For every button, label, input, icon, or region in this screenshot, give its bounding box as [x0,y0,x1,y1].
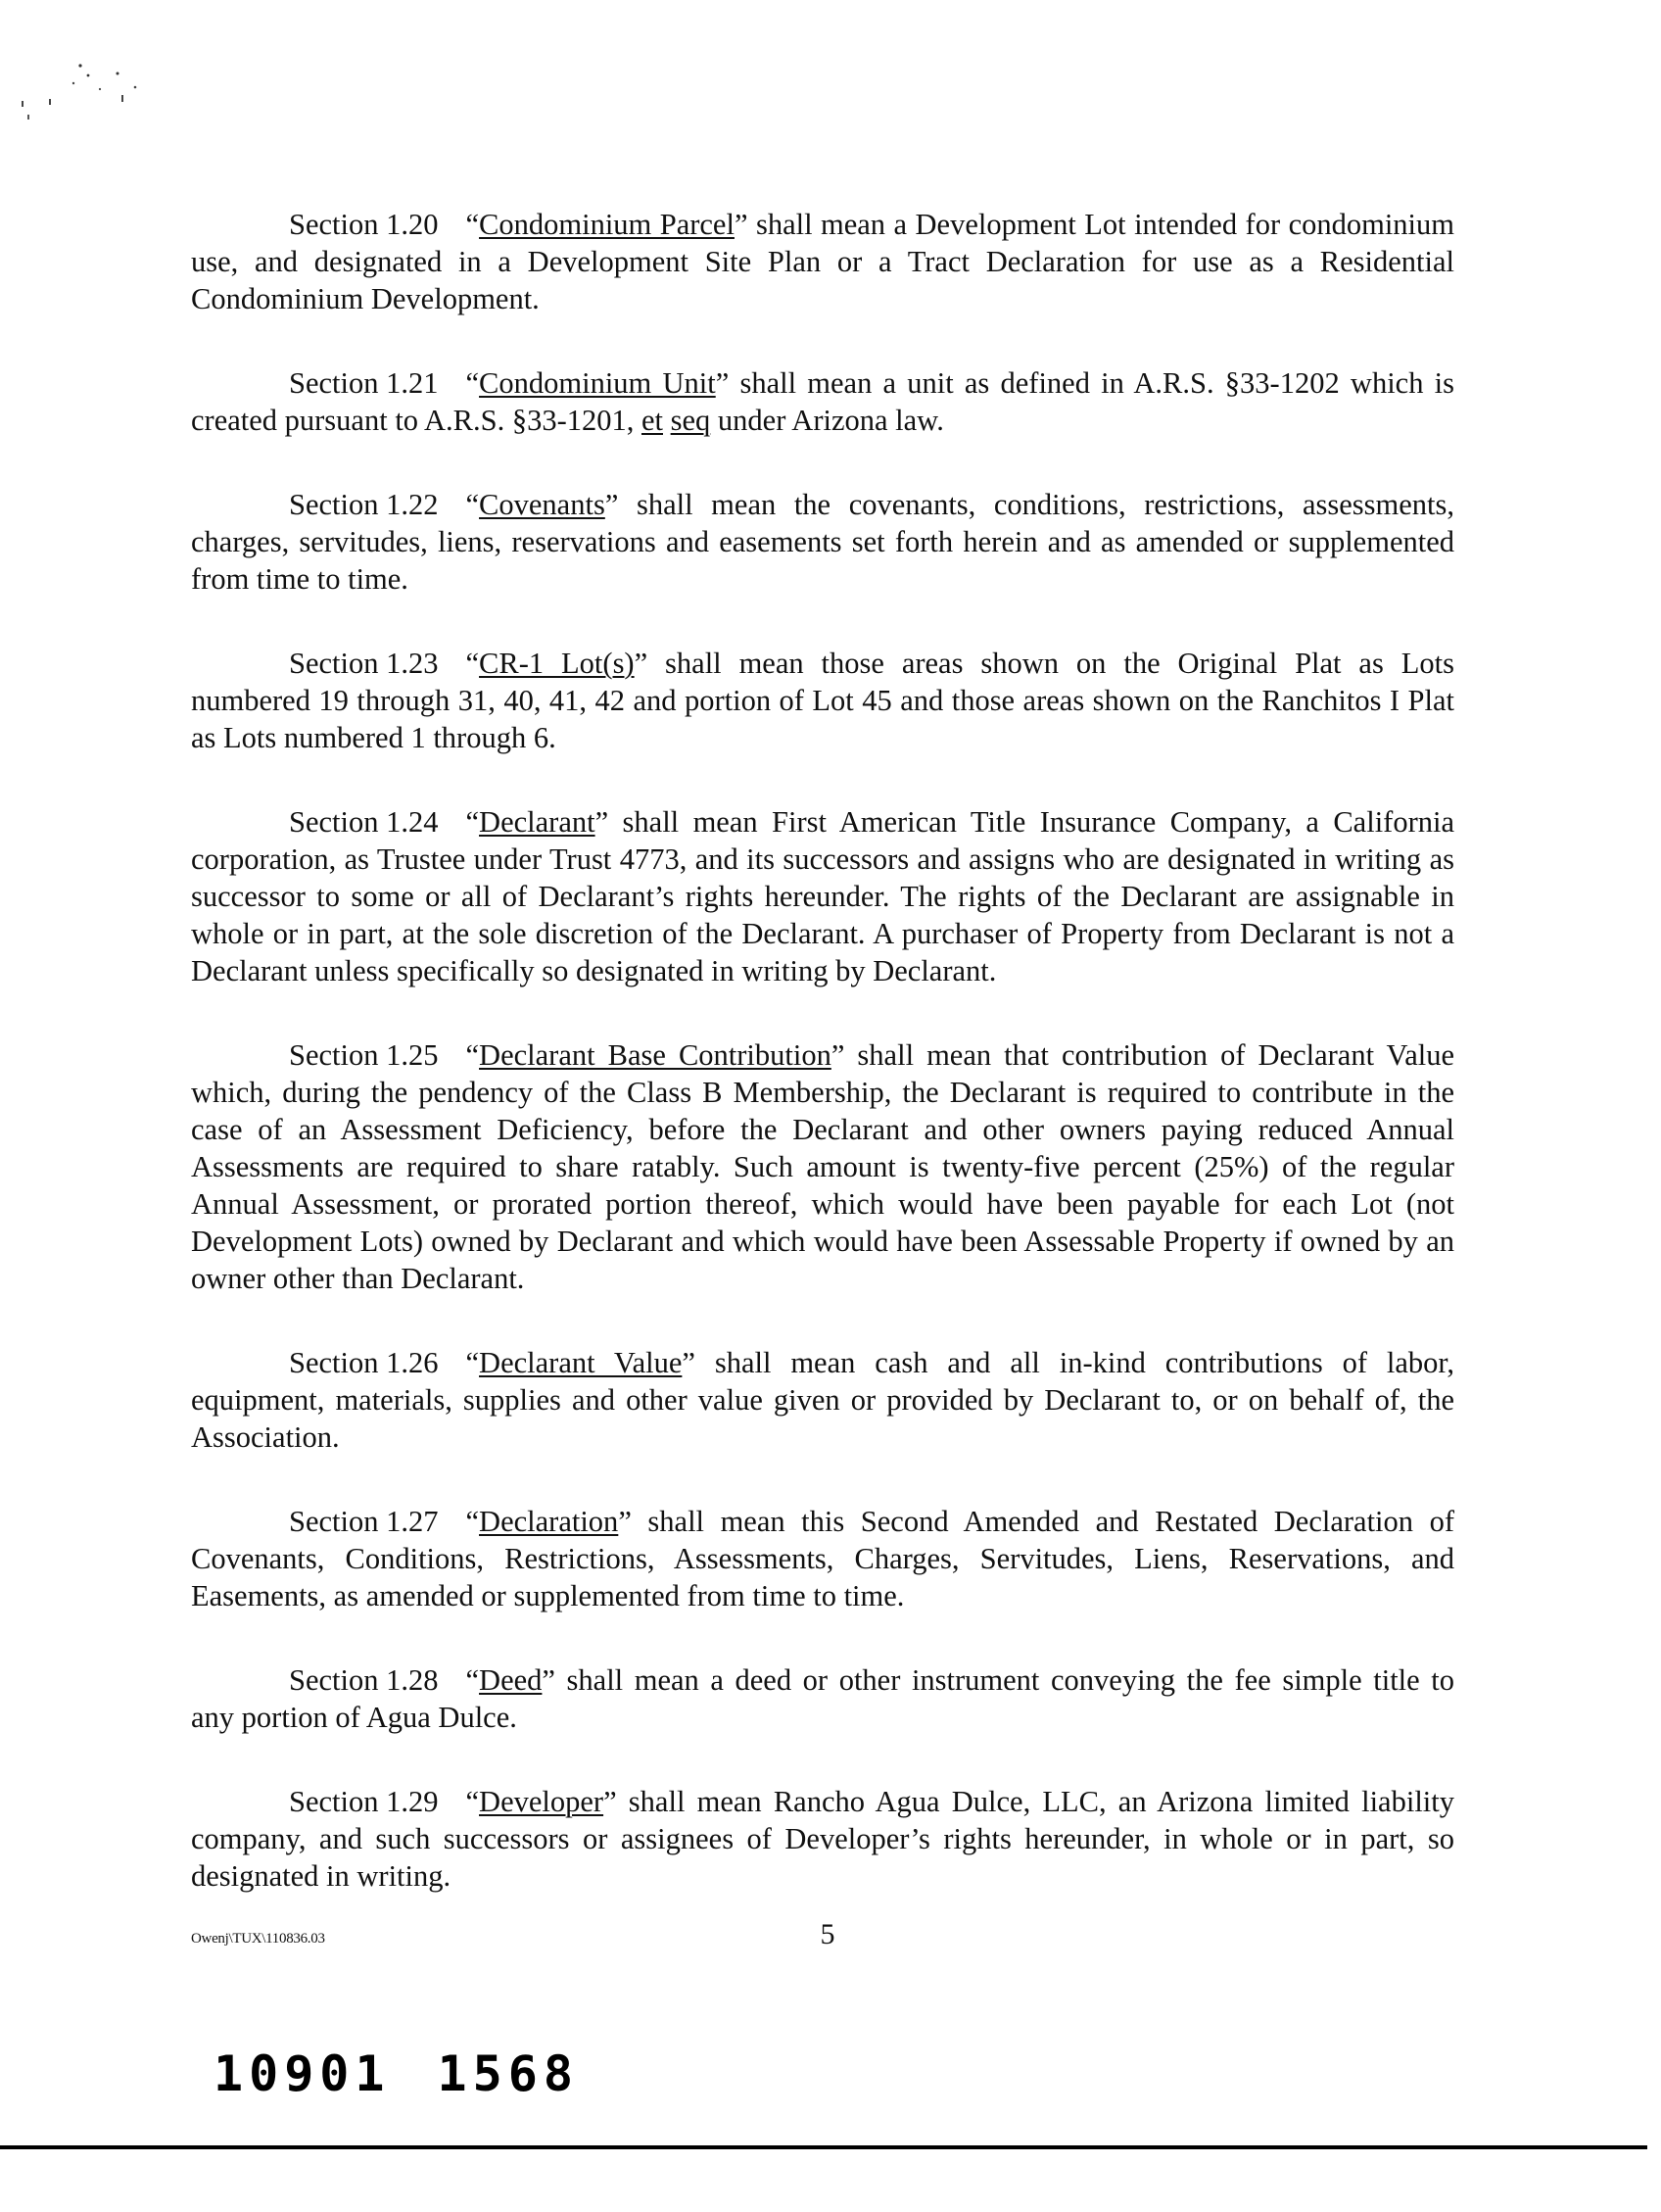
section-number: Section 1.24 [289,805,439,839]
page-number: 5 [820,1918,835,1950]
section-1-21: Section 1.21 “Condominium Unit” shall mean a unit as defined in A.R.S. §33-1202 which is created pursuant to A.R.S. §33-1201, et seq under Arizona law. [191,366,1454,437]
defined-term: Covenants [479,488,605,521]
definition-text-end: under Arizona law. [710,404,944,437]
section-1-26: Section 1.26 “Declarant Value” shall mean cash and all in-kind contributions of labor, equipment, materials, supplies and other value given or provided by Declarant to, or on behalf of, the Association. [191,1346,1454,1454]
section-number: Section 1.27 [289,1505,439,1538]
defined-term: Declaration [479,1505,619,1538]
section-1-20: Section 1.20 “Condominium Parcel” shall mean a Development Lot intended for condominium use, and designated in a Development Site Plan or a Tract Declaration for use as a Residential Condominium Development. [191,208,1454,315]
bottom-rule [0,2145,1647,2149]
defined-term: Condominium Parcel [479,208,735,241]
recording-docket: 10901 [214,2045,391,2102]
defined-term: CR-1 Lot(s) [479,647,635,680]
section-number: Section 1.23 [289,647,439,680]
et-seq-seq: seq [670,404,711,437]
defined-term: Developer [479,1785,604,1818]
file-reference: Owenj\TUX\110836.03 [191,1931,325,1947]
section-number: Section 1.20 [289,208,439,241]
section-1-25: Section 1.25 “Declarant Base Contribution” shall mean that contribution of Declarant Value which, during the pendency of the Class B Membership, the Declarant is required to contribute in the case of an Assessment Deficiency, before the Declarant and other owners paying reduced Annual Assessments are required to share ratably. Such amount is twenty-five percent (25%) of the regular Annual Assessment, or prorated portion thereof, which would have been payable for each Lot (not Development Lots) owned by Declarant and which would have been Assessable Property if owned by an owner other than Declarant. [191,1038,1454,1295]
defined-term: Deed [479,1663,543,1697]
definition-text: shall mean the covenants, conditions, restrictions, assessments, charges, servitudes, liens, reservations and easements set forth herein and as amended or supplemented from time to time. [191,488,1454,596]
definition-text: shall mean this Second Amended and Restated Declaration of Covenants, Conditions, Restrictions, Assessments, Charges, Servitudes, Liens, Reservations, and Easements, as amended or supplemented from time to time. [191,1505,1454,1612]
section-number: Section 1.22 [289,488,439,521]
section-number: Section 1.26 [289,1346,439,1379]
definition-text: shall mean a deed or other instrument conveying the fee simple title to any portion of Agua Dulce. [191,1663,1454,1734]
defined-term: Declarant Base Contribution [479,1038,831,1072]
defined-term: Declarant [479,805,595,839]
recording-page: 1568 [437,2045,579,2102]
definition-text: shall mean those areas shown on the Original Plat as Lots numbered 19 through 31, 40, 41, 42 and portion of Lot 45 and those areas shown on the Ranchitos I Plat as Lots numbered 1 through 6. [191,647,1454,754]
section-1-23: Section 1.23 “CR-1 Lot(s)” shall mean those areas shown on the Original Plat as Lots numbered 19 through 31, 40, 41, 42 and portion of Lot 45 and those areas shown on the Ranchitos I Plat as Lots numbered 1 through 6. [191,647,1454,754]
section-number: Section 1.25 [289,1038,439,1072]
section-number: Section 1.29 [289,1785,439,1818]
definition-text: shall mean Rancho Agua Dulce, LLC, an Arizona limited liability company, and such successors or assignees of Developer’s rights hereunder, in whole or in part, so designated in writing. [191,1785,1454,1893]
definitions-body [191,206,1454,1942]
definition-text: shall mean First American Title Insurance Company, a California corporation, as Trustee under Trust 4773, and its successors and assigns who are designated in writing as successor to some or all of Declarant’s rights hereunder. The rights of the Declarant are assignable in whole or in part, at the sole discretion of the Declarant. A purchaser of Property from Declarant is not a Declarant unless specifically so designated in writing by Declarant. [191,805,1454,987]
defined-term: Declarant Value [479,1346,683,1379]
section-1-29: Section 1.29 “Developer” shall mean Rancho Agua Dulce, LLC, an Arizona limited liability company, and such successors or assignees of Developer’s rights hereunder, in whole or in part, so designated in writing. [191,1785,1454,1893]
defined-term: Condominium Unit [479,366,716,400]
definition-text: shall mean cash and all in-kind contributions of labor, equipment, materials, supplies and other value given or provided by Declarant to, or on behalf of, the Association. [191,1346,1454,1454]
section-1-28: Section 1.28 “Deed” shall mean a deed or other instrument conveying the fee simple title to any portion of Agua Dulce. [191,1663,1454,1734]
recording-stamp [214,2045,579,2102]
definition-text: shall mean that contribution of Declarant Value which, during the pendency of the Class B Membership, the Declarant is required to contribute in the case of an Assessment Deficiency, before the Declarant and other owners paying reduced Annual Assessments are required to share ratably. Such amount is twenty-five percent (25%) of the regular Annual Assessment, or prorated portion thereof, which would have been payable for each Lot (not Development Lots) owned by Declarant and which would have been Assessable Property if owned by an owner other than Declarant. [191,1038,1454,1295]
section-number: Section 1.21 [289,366,439,400]
definition-text: shall mean a Development Lot intended for condominium use, and designated in a Development Site Plan or a Tract Declaration for use as a Residential Condominium Development. [191,208,1454,315]
section-1-22: Section 1.22 “Covenants” shall mean the covenants, conditions, restrictions, assessments, charges, servitudes, liens, reservations and easements set forth herein and as amended or supplemented from time to time. [191,488,1454,596]
section-1-24: Section 1.24 “Declarant” shall mean First American Title Insurance Company, a California corporation, as Trustee under Trust 4773, and its successors and assigns who are designated in writing as successor to some or all of Declarant’s rights hereunder. The rights of the Declarant are assignable in whole or in part, at the sole discretion of the Declarant. A purchaser of Property from Declarant is not a Declarant unless specifically so designated in writing by Declarant. [191,805,1454,987]
section-number: Section 1.28 [289,1663,439,1697]
scan-specks [20,54,206,132]
definition-text: shall mean a unit as defined in A.R.S. §33-1202 which is created pursuant to A.R.S. §33-1201, [191,366,1454,437]
et-seq-et: et [641,404,663,437]
section-1-27: Section 1.27 “Declaration” shall mean this Second Amended and Restated Declaration of Covenants, Conditions, Restrictions, Assessments, Charges, Servitudes, Liens, Reservations, and Easements, as amended or supplemented from time to time. [191,1505,1454,1612]
